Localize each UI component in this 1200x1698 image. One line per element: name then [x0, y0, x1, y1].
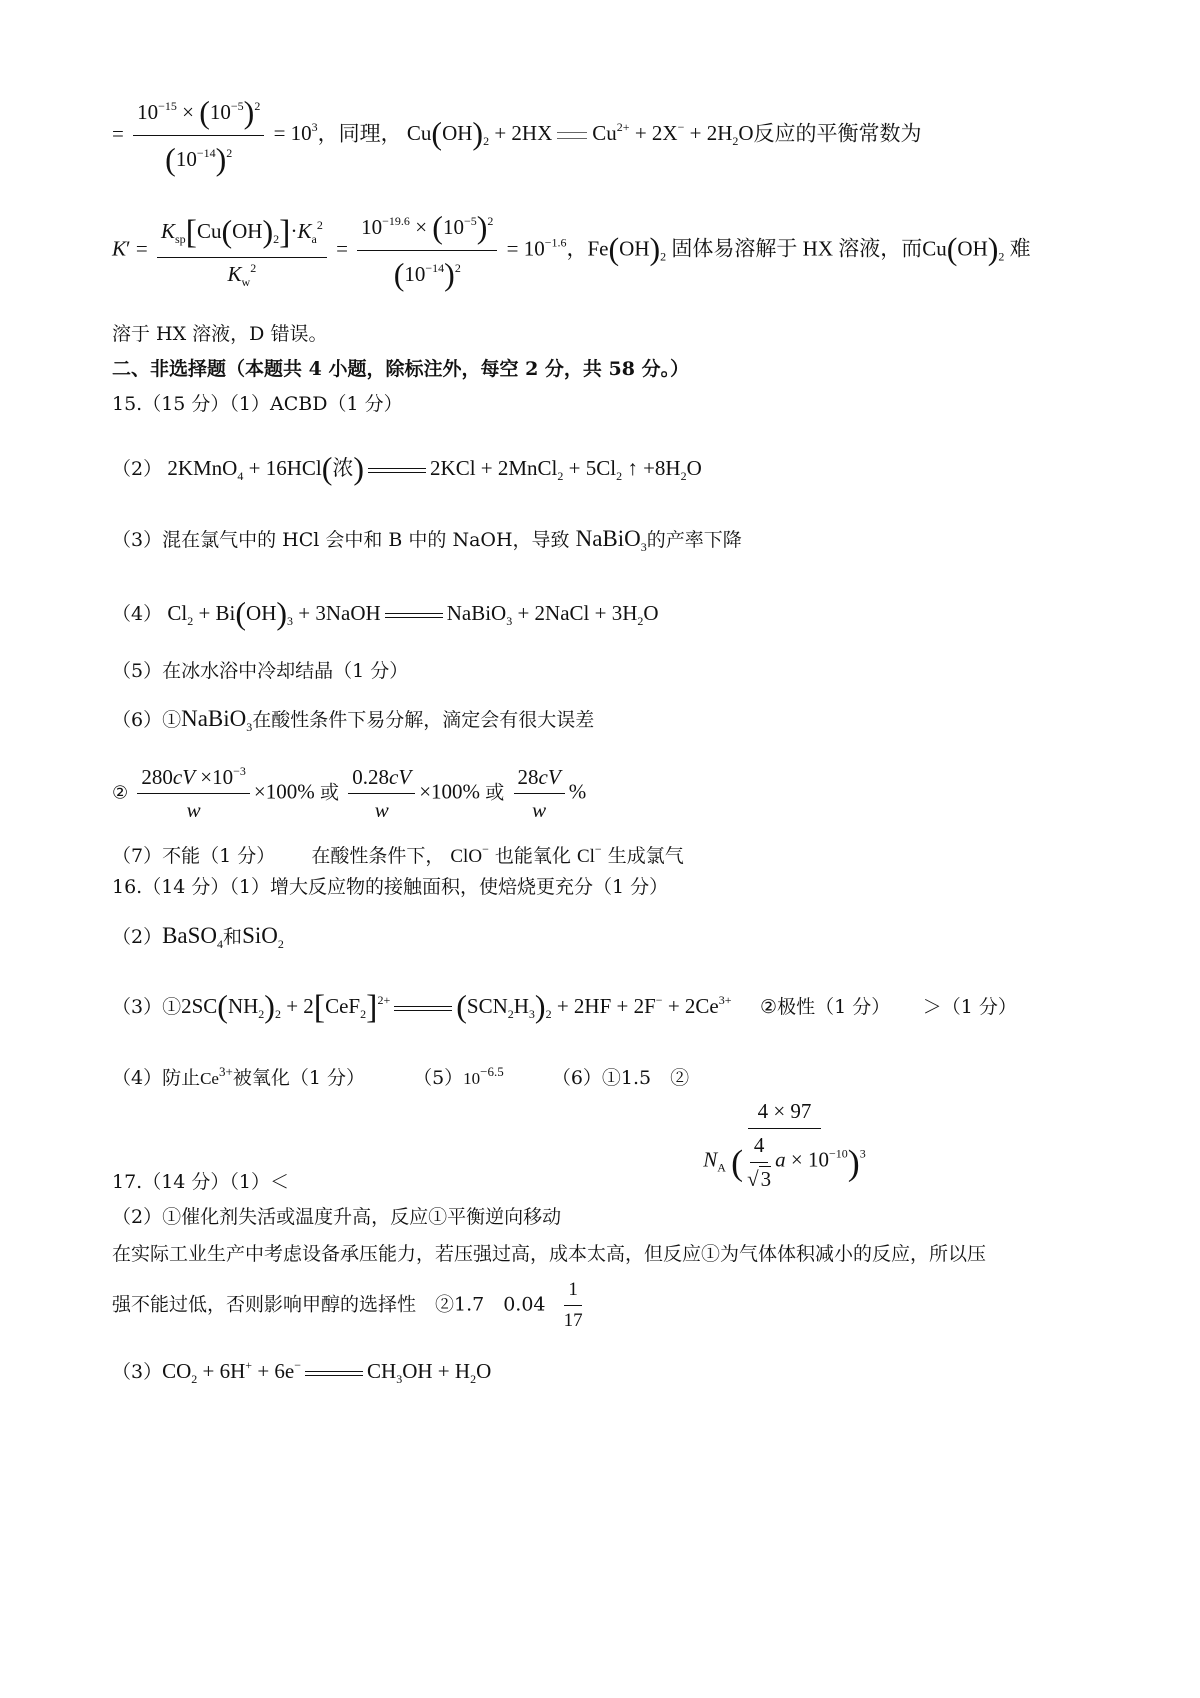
fraction-density: 4 × 97 $N_A$ ( $\frac{4}{√3}$ $a \times 10^{-10})^3$	[703, 1099, 866, 1191]
q15-part2: （2） 2KMnO$_4$ + 16HCl(浓) 2KCl + 2MnCl$_2$ + $5Cl_2$ ↑ $+8H_2O$	[112, 450, 702, 486]
q15-part4: （4） $Cl_2 + Bi(OH)_3$ + 3NaOH NaBiO$_3$ + 2NaCl + $3H_2O$	[112, 595, 659, 631]
q17-part2-line3: 强不能过低，否则影响甲醇的选择性 ②1.7 0.04 $\frac{1}{17}$	[112, 1279, 583, 1331]
q15-part5: （5）在冰水浴中冷却结晶（1 分）	[112, 660, 409, 682]
equation-line-1: = $\frac{10^{-15} \times (10^{-5})^2}{(10^{-14})^2}$ = $10^3$，同理， $Cu(OH)_2 + 2HX$ $Cu^{2+} + 2X^- + 2H_2O$反应的平衡常数为	[112, 94, 922, 177]
fraction-kprime: $\frac{K_{sp}[Cu(OH)_2]\cdot K_a^2}{K_w^2}$	[157, 211, 327, 291]
text-dissolve: 固体易溶解于 HX 溶液，而	[671, 236, 923, 261]
text-equilibrium-constant: 反应的平衡常数为	[753, 121, 922, 146]
q16-part4-6: （4）防止$Ce^{3+}$被氧化（1 分） $(5)10^{-6.5}$ （6）①1.5 ② 4 × 97 $N_A$ ( $\frac{4}{√3}$ $a \times 10^{-10})^3$	[112, 1064, 874, 1192]
equals-sign-icon	[305, 1371, 363, 1376]
q16-part2: （2）BaSO$_4$和SiO$_2$	[112, 923, 284, 951]
q16-part3: $(3)①2SC(NH_2)_2 + 2[CeF_2]^{2+}$ $(SCN_2H_3)_2 + 2HF + 2F^- + 2Ce^{3+}$ ②极性（1 分） ＞（1 分）	[112, 988, 1017, 1026]
text-tongli: ，同理，	[317, 121, 402, 146]
q17-part2: （2）①催化剂失活或温度升高，反应①平衡逆向移动	[112, 1206, 562, 1228]
q15-part3: （3）混在氯气中的 HCl 会中和 B 中的 NaOH，导致 NaBiO$_3$的产率下降	[112, 526, 742, 554]
text-line-3: 溶于 HX 溶液，D 错误。	[112, 323, 328, 345]
equation-line-2: K′ = $\frac{K_{sp}[Cu(OH)_2]\cdot K_a^2}{K_w^2}$ = $\frac{10^{-19.6} \times (10^{-5})^2}{(10^{-14})^2}$ = $10^{-1.6}$，$Fe(OH)_2$ 固体易溶解于 HX 溶液，而$Cu(OH)_2$ 难	[112, 209, 1031, 292]
fraction-k1: $\frac{10^{-15} \times (10^{-5})^2}{(10^{-14})^2}$	[133, 92, 264, 179]
q17-part3: $(3)CO_2 + 6H^+ + 6e^-$ $CH_3OH + H_2O$	[112, 1358, 492, 1386]
q15-part6: （6）①NaBiO$_3$在酸性条件下易分解，滴定会有很大误差	[112, 706, 595, 734]
q17-part2-line2: 在实际工业生产中考虑设备承压能力，若压强过高，成本太高，但反应①为气体体积减小的反应，所以压	[112, 1243, 987, 1265]
q15-part7: （7）不能（1 分） 在酸性条件下， ClO− 也能氧化 Cl− 生成氯气	[112, 842, 684, 867]
q16-header: 16.（14 分）（1）增大反应物的接触面积，使焙烧更充分（1 分）	[112, 876, 669, 898]
equilibrium-arrow-icon	[555, 125, 589, 147]
q17-header: 17.（14 分）（1）＜	[112, 1171, 290, 1193]
q15-part6-formula: ② $\frac{280cV \times 10^{-3}}{w}$ ×100% 或 $\frac{0.28cV}{w}$ ×100% 或 $\frac{28cV}{w}$ %	[112, 764, 587, 823]
equals-sign-icon	[368, 468, 426, 473]
equals-sign-icon	[385, 613, 443, 618]
fraction-kprime-value: $\frac{10^{-19.6} \times (10^{-5})^2}{(10^{-14})^2}$	[357, 207, 497, 294]
equals-sign-icon	[394, 1006, 452, 1011]
q15-header: 15.（15 分）（1）ACBD（1 分）	[112, 393, 403, 415]
section-heading: 二、非选择题（本题共 4 小题，除标注外，每空 2 分，共 58 分。）	[112, 358, 690, 380]
text-nan: 难	[1009, 236, 1031, 261]
